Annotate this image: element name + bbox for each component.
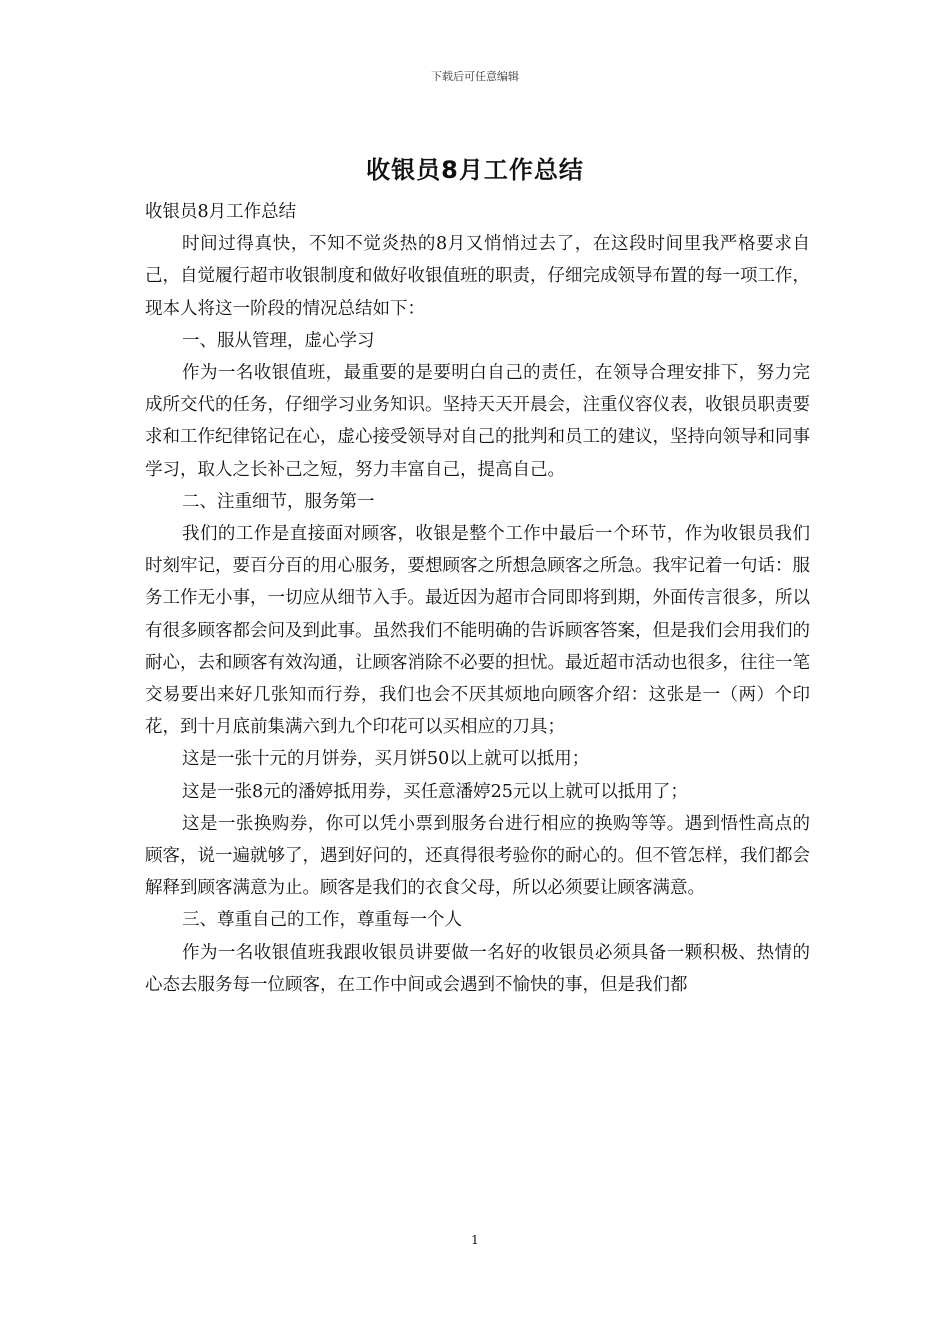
paragraph-subtitle: 收银员8月工作总结 [145,202,297,222]
paragraph-intro: 时间过得真快，不知不觉炎热的8月又悄悄过去了，在这段时间里我严格要求自己，自觉履行超市收银制度和做好收银值班的职责，仔细完成领导布置的每一项工作，现本人将这一阶段的情况总结如下： [145,234,810,319]
page-number: 1 [471,1233,479,1247]
paragraph-coupon-pantene: 这是一张8元的潘婷抵用券，买任意潘婷25元以上就可以抵用了； [182,781,688,802]
paragraph-section-2: 我们的工作是直接面对顾客，收银是整个工作中最后一个环节，作为收银员我们时刻牢记，要百分百的用心服务，要想顾客之所想急顾客之所急。我牢记着一句话：服务工作无小事，一切应从细节入手。最近因为超市合同即将到期，外面传言很多，所以有很多顾客都会问及到此事。虽然我们不能明确的告诉顾客答案，但是我们会用我们的耐心，去和顾客有效沟通，让顾客消除不必要的担忧。最近超市活动也很多，往往一笔交易要出来好几张知而行券，我们也会不厌其烦地向顾客介绍：这张是一（两）个印花，到十月底前集满六到九个印花可以买相应的刀具； [145,524,810,738]
section-heading-3: 三、尊重自己的工作，尊重每一个人 [182,910,462,931]
document-title: 收银员8月工作总结 [366,156,584,184]
paragraph-section-3: 作为一名收银值班我跟收银员讲要做一名好的收银员必须具备一颗积极、热情的心态去服务每一位顾客，在工作中间或会遇到不愉快的事，但是我们都 [145,942,810,995]
section-heading-1: 一、服从管理，虚心学习 [182,330,375,351]
page-header-note: 下载后可任意编辑 [431,70,519,83]
paragraph-coupon-mooncake: 这是一张十元的月饼券，买月饼50以上就可以抵用； [182,749,590,770]
paragraph-coupon-exchange: 这是一张换购券，你可以凭小票到服务台进行相应的换购等等。遇到悟性高点的顾客，说一遍就够了，遇到好问的，还真得很考验你的耐心的。但不管怎样，我们都会解释到顾客满意为止。顾客是我们的衣食父母，所以必须要让顾客满意。 [145,813,810,899]
paragraph-section-1: 作为一名收银值班，最重要的是要明白自己的责任，在领导合理安排下，努力完成所交代的任务，仔细学习业务知识。坚持天天开晨会，注重仪容仪表，收银员职责要求和工作纪律铭记在心，虚心接受领导对自己的批判和员工的建议，坚持向领导和同事学习，取人之长补己之短，努力丰富自己，提高自己。 [145,363,810,480]
document-body [145,196,810,1001]
section-heading-2: 二、注重细节，服务第一 [182,491,375,512]
